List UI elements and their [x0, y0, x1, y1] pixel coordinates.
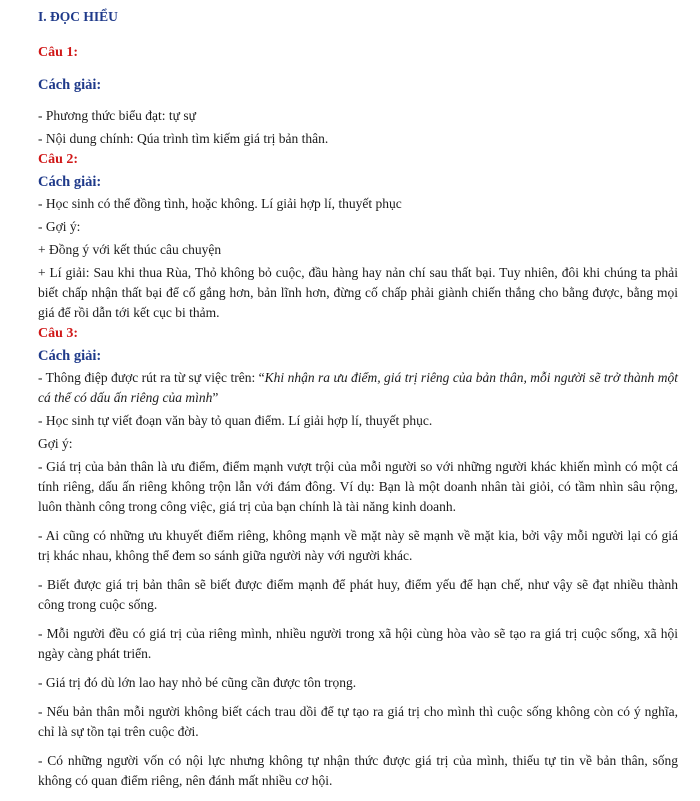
q3-point-1: - Giá trị của bản thân là ưu điểm, điểm mạnh vượt trội của mỗi người so với những người khác khiến mình có một cá tính riêng, dấu ấn riêng không trộn lẫn với đám đông. Ví dụ: Bạn là một doanh nhân tài giỏi, có tầm nhìn sâu rộng, luôn thành công trong công việc, giá trị của bạn chính là tài năng kinh doanh.: [38, 459, 678, 514]
document-page: [38, 8, 678, 791]
q3-point-2: - Ai cũng có những ưu khuyết điểm riêng, không mạnh về mặt này sẽ mạnh về mặt kia, bởi vậy mỗi người lại có giá trị khác nhau, không thể đem so sánh giữa người này với người khác.: [38, 528, 678, 563]
question-3-solution-label: Cách giải:: [38, 348, 102, 364]
q3-line-2: - Học sinh tự viết đoạn văn bày tỏ quan điểm. Lí giải hợp lí, thuyết phục.: [38, 413, 433, 428]
q3-point-5: - Giá trị đó dù lớn lao hay nhỏ bé cũng cần được tôn trọng.: [38, 675, 357, 690]
q3-message-prefix: - Thông điệp được rút ra từ sự việc trên: “: [38, 370, 265, 385]
q2-line-4: + Lí giải: Sau khi thua Rùa, Thỏ không bỏ cuộc, đầu hàng hay nản chí sau thất bại. Tuy nhiên, đôi khi chúng ta phải biết chấp nhận thất bại để cố gắng hơn, bản lĩnh hơn, đừng cố chấp phải giành chiến thắng cho bằng được, bằng mọi giá để rồi dẫn tới kết cục bi thảm.: [38, 265, 678, 320]
question-1-solution-label: Cách giải:: [38, 77, 102, 93]
section-title: I. ĐỌC HIỂU: [38, 9, 118, 24]
q2-line-3: + Đồng ý với kết thúc câu chuyện: [38, 242, 222, 257]
q3-point-4: - Mỗi người đều có giá trị của riêng mình, nhiều người trong xã hội cùng hòa vào sẽ tạo ra giá trị cuộc sống, xã hội ngày càng phát triển.: [38, 626, 678, 661]
q3-message: [38, 368, 678, 408]
q2-line-2: - Gợi ý:: [38, 219, 81, 234]
q1-line-2: - Nội dung chính: Qúa trình tìm kiếm giá trị bản thân.: [38, 131, 329, 146]
question-2-label: Câu 2:: [38, 152, 79, 167]
q3-message-quote: Khi nhận ra ưu điểm, giá trị riêng của bản thân, mỗi người sẽ trở thành một cá thể có dấu ấn riêng của mình: [38, 370, 678, 405]
q3-hint-label: Gợi ý:: [38, 436, 73, 451]
q1-line-1: - Phương thức biểu đạt: tự sự: [38, 108, 196, 123]
q2-line-1: - Học sinh có thể đồng tình, hoặc không. Lí giải hợp lí, thuyết phục: [38, 196, 402, 211]
q3-point-3: - Biết được giá trị bản thân sẽ biết được điểm mạnh để phát huy, điểm yếu để hạn chế, như vậy sẽ đạt nhiều thành công trong cuộc sống.: [38, 577, 678, 612]
q3-point-7: - Có những người vốn có nội lực nhưng không tự nhận thức được giá trị của mình, thiếu tự tin về bản thân, sống không có quan điểm riêng, nên đánh mất nhiều cơ hội.: [38, 753, 678, 788]
question-3-label: Câu 3:: [38, 326, 79, 341]
q3-point-6: - Nếu bản thân mỗi người không biết cách trau dồi để tự tạo ra giá trị cho mình thì cuộc sống không còn có ý nghĩa, chỉ là sự tồn tại trên cuộc đời.: [38, 704, 678, 739]
q3-message-suffix: ”: [212, 390, 219, 405]
question-1-label: Câu 1:: [38, 45, 79, 60]
question-2-solution-label: Cách giải:: [38, 174, 102, 190]
